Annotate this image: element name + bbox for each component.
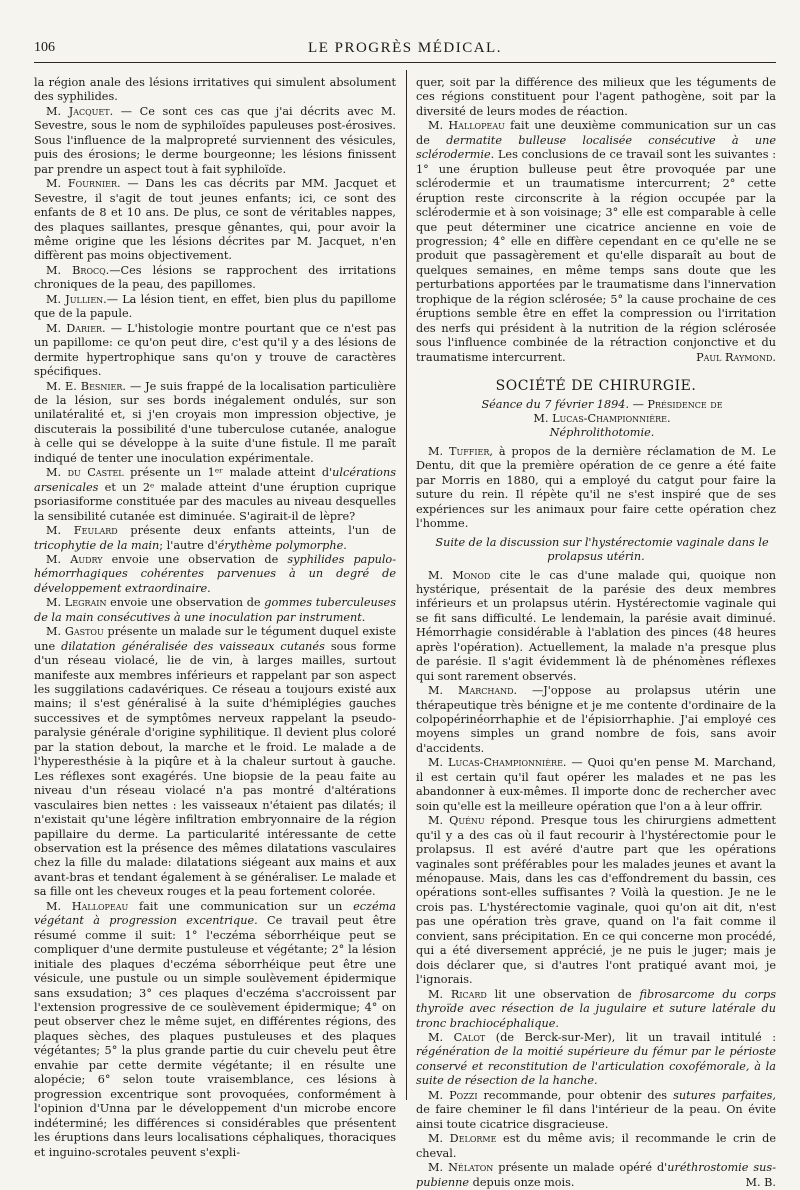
paragraph: M. Calot (de Berck-sur-Mer), lit un travail intitulé : régénération de la moitié supérieure du fémur par le périoste conservé et reconstitution de l'articulation coxofémorale, à la suite de résection de la hanche. bbox=[416, 1031, 776, 1088]
paragraph: M. Gastou présente un malade sur le tégument duquel existe une dilatation généralisée des vaisseaux cutanés sous forme d'un réseau violacé, lie de vin, à larges mailles, surtout manifeste aux membres inférieurs et rappelant par son aspect les suggilations cadavériques. Ce réseau a toujours existé aux mains; il s'est généralisé à la suite d'hémiplégies gauches successives et de symptômes nerveux rappelant la pseudo-paralysie générale d'origine syphilitique. Il devient plus coloré par la station debout, la marche et le froid. Le malade a de l'hyperesthésie à la piqûre et à la chaleur surtout à gauche. Les réflexes sont exagérés. Une biopsie de la peau faite au niveau d'un réseau violacé n'a pas montré d'altérations vasculaires bien nettes : les vaisseaux n'étaient pas dilatés; il n'existait qu'une légère infiltration embryonnaire de la région papillaire du derme. La particularité intéressante de cette observation est la présence des mêmes dilatations vasculaires chez la fille du malade: dilatations siégeant aux mains et aux avant-bras et tendant également à se généraliser. Le malade et sa fille ont les cheveux rouges et la peau fortement colorée. bbox=[34, 625, 397, 899]
paragraph: M. Quénu répond. Presque tous les chirurgiens admettent qu'il y a des cas où il faut recourir à l'hystérectomie pour le prolapsus. Il est avéré d'autre part que les opérations vaginales sont préférables pour les malades jeunes et avant la ménopause. Mais, dans les cas d'effondrement du bassin, ces opérations sont-elles suffisantes ? Voilà la question. Je ne le crois pas. L'hystérectomie vaginale, quoi qu'on ait dit, n'est pas une opération très grave, quand on l'a fait comme il convient, sans précipitation. En ce qui concerne mon procédé, qui a été diversement apprécié, je ne puis le juger; mais je dois déclarer que, si d'autres l'ont pratiqué avant moi, je l'ignorais. bbox=[416, 814, 776, 987]
paragraph: M. Tuffier, à propos de la dernière réclamation de M. Le Dentu, dit que la première opération de ce genre a été faite par Morris en 1880, qui a employé du catgut pour faire la suture du rein. Il répète qu'il ne s'est inspiré que de ses expériences sur les animaux pour faire cette opération chez l'homme. bbox=[416, 444, 777, 531]
paragraph: M. Jacquet. — Ce sont ces cas que j'ai décrits avec M. Sevestre, sous le nom de syphiloïdes papuleuses post-érosives. Sous l'influence de la malpropreté surviennent des vésicules, puis des érosions; le derme bourgeonne; les lésions finissent par prendre un aspect tout à fait syphiloïde. bbox=[34, 104, 396, 176]
paragraph: quer, soit par la différence des milieux que les téguments de ces régions constituent pour l'agent pathogène, soit par la diversité de leurs modes de réaction. bbox=[416, 76, 776, 118]
paragraph: M. Legrain envoie une observation de gommes tuberculeuses de la main consécutives à une inoculation par instrument. bbox=[34, 596, 396, 624]
left-column bbox=[34, 76, 396, 1160]
speaker-name: M. Delorme bbox=[428, 1132, 497, 1146]
speaker-name: M. Lucas-Championnière. bbox=[428, 756, 567, 770]
speaker-name: M. Jacquet. bbox=[46, 104, 114, 118]
journal-title: LE PROGRÈS MÉDICAL. bbox=[308, 40, 502, 56]
speaker-name: M. Darier. bbox=[46, 321, 106, 335]
speaker-name: M. Gastou bbox=[46, 625, 104, 639]
session-line: Séance du 7 février 1894. — Présidence de bbox=[481, 397, 723, 411]
speaker-name: M. Tuffier, bbox=[428, 444, 493, 458]
paragraph: M. Nélaton présente un malade opéré d'uréthrostomie sus-pubienne depuis onze mois. M. B. bbox=[416, 1161, 777, 1189]
paragraph: M. du Castel présente un 1ᵉʳ malade atteint d'ulcérations arsenicales et un 2ᵉ malade atteint d'une éruption cuprique psoriasiforme constituée par des macules au niveau desquelles la sensibilité cutanée est diminuée. S'agirait-il de lèpre? bbox=[34, 466, 396, 523]
session-president: M. Lucas-Championnière. bbox=[533, 411, 671, 425]
speaker-name: M. Audry bbox=[46, 552, 103, 566]
speaker-name: M. Quénu bbox=[428, 814, 485, 828]
paragraph: M. Audry envoie une observation de syphilides papulo-hémorrhagiques cohérentes parvenues à un degré de développement extraordinaire. bbox=[34, 552, 396, 595]
paragraph: M. Fournier. — Dans les cas décrits par MM. Jacquet et Sevestre, il s'agit de tout jeunes enfants; ici, ce sont des enfants de 8 et 10 ans. De plus, ce sont de véritables nappes, des plaques saillantes, presque gênantes, qui, pour avoir la même origine que les lésions décrites par M. Jacquet, n'en diffèrent pas moins objectivement. bbox=[34, 177, 396, 263]
paragraph: M. Ricard lit une observation de fibrosarcome du corps thyroïde avec résection de la jugulaire et suture latérale du tronc brachiocéphalique. bbox=[416, 987, 776, 1030]
page-header bbox=[34, 36, 776, 60]
paragraph: M. Hallopeau fait une communication sur un eczéma végétant à progression excentrique. Ce travail peut être résumé comme il suit: 1° l'eczéma séborrhéique peut se compliquer d'une dermite pustuleuse et végétante; 2° la lésion initiale des plaques d'eczéma séborrhéique peut être une vésicule, une pustule ou un simple soulèvement épidermique sans exsudation; 3° ces plaques d'eczéma s'accroissent par l'extension progressive de ce soulèvement épidermique; 4° on peut observer chez le même sujet, en différentes régions, des plaques sèches, des plaques pustuleuses et des plaques végétantes; 5° la plus grande partie du cuir chevelu peut être envahie par cette dermite végétante; il en résulte une alopécie; 6° selon toute vraisemblance, ces lésions à progression excentrique sont provoquées, conformément à l'opinion d'Unna par le développement d'un microbe encore indéterminé; les différences si considérables que présentent les éruptions dans leurs localisations céphaliques, thoraciques et inguino-scrotales peuvent s'expli- bbox=[34, 899, 396, 1159]
paragraph: M. Lucas-Championnière. — Quoi qu'en pense M. Marchand, il est certain qu'il faut opérer les malades et ne pas les abandonner à eux-mêmes. Il importe donc de rechercher avec soin qu'elle est la meilleure opération que l'on a à leur offrir. bbox=[416, 756, 776, 813]
paragraph: M. Marchand. —J'oppose au prolapsus utérin une thérapeutique très bénigne et je me contente d'ordinaire de la colpopérinéorrhaphie et de l'épisiorrhaphie. J'ai employé ces moyens simples un grand nombre de fois, sans avoir d'accidents. bbox=[416, 684, 777, 755]
paragraph: la région anale des lésions irritatives qui simulent absolument des syphilides. bbox=[34, 76, 396, 104]
paragraph: M. Hallopeau fait une deuxième communication sur un cas de dermatite bulleuse localisée consécutive à une sclérodermie. Les conclusions de ce travail sont les suivantes : 1° une éruption bulleuse peut être provoquée par une sclérodermie et un traumatisme intercurrent; 2° cette éruption reste circonscrite à la région occupée par la sclérodermie et à son voisinage; 3° elle est comparable à celle que peut déterminer une cicatrice ancienne en voie de progression; 4° elle en diffère cependant en ce qu'elle ne se produit que passagèrement et qu'elle disparaît au bout de quelques semaines, en même temps sans doute que les perturbations apportées par le traumatisme dans l'innervation trophique de la région sclérosée; 5° la cause prochaine de ces éruptions semble être en effet la compression ou l'irritation des nerfs qui président à la nutrition de la région sclérosée sous l'influence combinée de la rétraction conjonctive et du traumatisme intercurrent. Paul Raymond. bbox=[416, 119, 777, 364]
speaker-name: M. E. Besnier. bbox=[46, 379, 126, 393]
paragraph: M. Darier. — L'histologie montre pourtant que ce n'est pas un papillome: ce qu'on peut dire, c'est qu'il y a des lésions de dermite hypertrophique sans qu'on y trouve de caractères spécifiques. bbox=[34, 321, 397, 379]
speaker-name: M. Marchand. bbox=[428, 684, 518, 698]
paragraph: M. Brocq.—Ces lésions se rapprochent des irritations chroniques de la peau, des papillomes. bbox=[34, 263, 396, 292]
speaker-name: M. du Castel bbox=[46, 466, 124, 480]
author-signature: M. B. bbox=[745, 1175, 776, 1189]
page-number: 106 bbox=[34, 40, 55, 55]
speaker-name: M. Fournier. bbox=[46, 177, 121, 191]
header-rule bbox=[34, 62, 776, 63]
paragraph: M. Delorme est du même avis; il recommande le crin de cheval. bbox=[416, 1132, 776, 1160]
paragraph: M. Jullien.— La lésion tient, en effet, bien plus du papillome que de la papule. bbox=[34, 292, 397, 321]
paragraph: M. Feulard présente deux enfants atteints, l'un de tricophytie de la main; l'autre d'érythème polymorphe. bbox=[34, 524, 396, 552]
paragraph: M. Monod cite le cas d'une malade qui, quoique non hystérique, présentait de la parésie des deux membres inférieurs et un prolapsus utérin. Hystérectomie vaginale qui se fit sans difficulté. Le lendemain, la parésie avait diminué. Hémorrhagie considérable à l'ablation des pinces (48 heures après l'opération). Actuellement, la malade n'a presque plus de parésie. Il s'agit évidemment là de phénomènes réflexes qui sont rarement observés. bbox=[416, 568, 776, 683]
paragraph: M. E. Besnier. — Je suis frappé de la localisation particulière de la lésion, sur ses bords inégalement ondulés, sur son unilatéralité et, si j'en croyais mon impression objective, je discuterais la possibilité d'une tuberculose cutanée, analogue à celle qui se développe à la suite d'une fistule. Il me paraît indiqué de tenter une inoculation expérimentale. bbox=[34, 379, 396, 465]
author-signature: Paul Raymond. bbox=[696, 350, 776, 364]
column-divider bbox=[406, 70, 407, 1100]
speaker-name: M. Legrain bbox=[46, 596, 107, 610]
speaker-name: M. Feulard bbox=[46, 524, 118, 538]
right-column bbox=[416, 76, 776, 1190]
paragraph: M. Pozzi recommande, pour obtenir des sutures parfaites, de faire cheminer le fil dans l'intérieur de la peau. On évite ainsi toute cicatrice disgracieuse. bbox=[416, 1088, 776, 1131]
speaker-name: M. Nélaton bbox=[428, 1161, 494, 1175]
speaker-name: M. Hallopeau bbox=[46, 899, 129, 913]
speaker-name: M. Ricard bbox=[428, 987, 487, 1001]
topic-heading: Suite de la discussion sur l'hystérectomie vaginale dans le prolapsus utérin. bbox=[435, 535, 769, 564]
speaker-name: M. Calot bbox=[428, 1031, 486, 1044]
speaker-name: M. Brocq. bbox=[46, 263, 110, 277]
section-title: SOCIÉTÉ DE CHIRURGIE. bbox=[495, 378, 697, 395]
speaker-name: M. Monod bbox=[428, 568, 491, 582]
topic-heading: Néphrolithotomie. bbox=[549, 426, 655, 440]
speaker-name: M. Jullien. bbox=[46, 292, 107, 306]
speaker-name: M. Hallopeau bbox=[428, 119, 505, 133]
speaker-name: M. Pozzi bbox=[428, 1088, 478, 1102]
